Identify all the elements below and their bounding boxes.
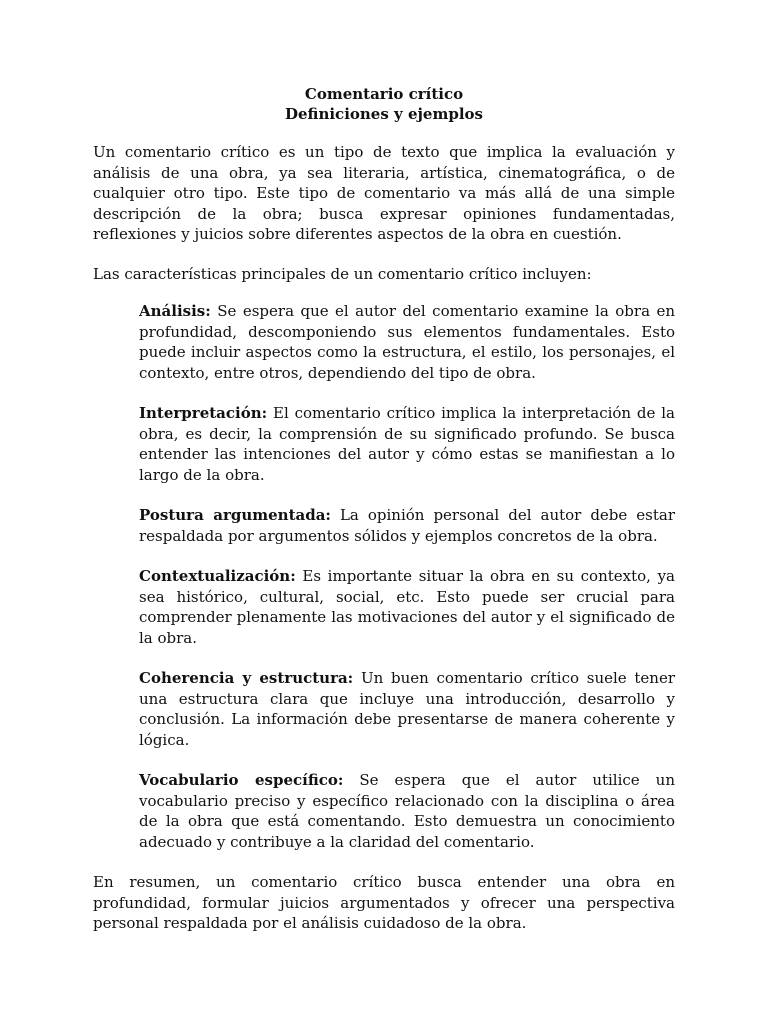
item-term: Coherencia y estructura: <box>139 669 354 687</box>
item-term: Análisis: <box>139 302 211 320</box>
document-title: Comentario crítico <box>304 85 464 103</box>
item-text: El comentario crítico implica la interpretación de la obra, es decir, la comprensión de su significado profundo. Se busca entender las intenciones del autor y cómo estas se manifiestan a lo largo de la obra. <box>139 404 675 484</box>
item-vocabulario-especifico <box>139 770 675 852</box>
item-postura-argumentada <box>139 505 675 546</box>
characteristics-lead: Las características principales de un comentario crítico incluyen: <box>93 264 592 283</box>
item-interpretacion <box>139 403 675 485</box>
item-text: Es importante situar la obra en su contexto, ya sea histórico, cultural, social, etc. Esto puede ser crucial para comprender plenamente las motivaciones del autor y el significado de la obra. <box>139 567 675 647</box>
item-text: Un buen comentario crítico suele tener una estructura clara que incluye una introducción, desarrollo y conclusión. La información debe presentarse de manera coherente y lógica. <box>139 669 675 749</box>
item-term: Interpretación: <box>139 404 268 422</box>
item-term: Contextualización: <box>139 567 296 585</box>
document-subtitle: Definiciones y ejemplos <box>285 105 483 123</box>
item-coherencia-estructura <box>139 668 675 750</box>
conclusion-paragraph: En resumen, un comentario crítico busca entender una obra en profundidad, formular juicios argumentados y ofrecer una perspectiva personal respaldada por el análisis cuidadoso de la obra. <box>93 873 675 932</box>
item-analisis <box>139 301 675 383</box>
item-text: Se espera que el autor utilice un vocabulario preciso y específico relacionado con la disciplina o área de la obra que está comentando. Esto demuestra un conocimiento adecuado y contribuye a la claridad del comentario. <box>139 771 675 851</box>
item-contextualizacion <box>139 566 675 648</box>
item-term: Postura argumentada: <box>139 506 331 524</box>
title-block <box>93 84 675 124</box>
item-text: La opinión personal del autor debe estar respaldada por argumentos sólidos y ejemplos concretos de la obra. <box>139 506 676 545</box>
item-text: Se espera que el autor del comentario examine la obra en profundidad, descomponiendo sus elementos fundamentales. Esto puede incluir aspectos como la estructura, el estilo, los personajes, el contexto, entre otros, dependiendo del tipo de obra. <box>139 302 675 382</box>
intro-paragraph: Un comentario crítico es un tipo de texto que implica la evaluación y análisis de una obra, ya sea literaria, artística, cinematográfica, o de cualquier otro tipo. Este tipo de comentario va más allá de una simple descripción de la obra; busca expresar opiniones fundamentadas, reflexiones y juicios sobre diferentes aspectos de la obra en cuestión. <box>93 143 675 243</box>
item-term: Vocabulario específico: <box>139 771 344 789</box>
